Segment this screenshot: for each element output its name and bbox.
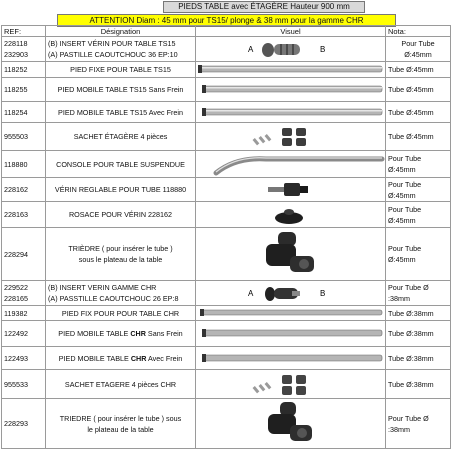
- designation-text: PIED MOBILE TABLE: [58, 353, 131, 363]
- designation-text: TRIÈDRE ( pour insérer le tube ): [68, 244, 173, 253]
- designation-text: PIED MOBILE TABLE: [58, 329, 131, 338]
- designation-cell: [46, 321, 196, 347]
- designation-cell: [46, 228, 196, 281]
- pastille-disc: [265, 287, 275, 301]
- designation-text: Avec Frein: [146, 353, 183, 363]
- nota-text: Pour Tube: [388, 179, 422, 189]
- designation-text: SACHET ÉTAGÈRE 4 pièces: [46, 123, 196, 151]
- tube-mobile-illustration: [196, 78, 386, 101]
- table-row: [2, 347, 451, 370]
- nota-text: Tube Ø:45mm: [386, 123, 451, 151]
- designation-range: CHR: [130, 329, 146, 338]
- visual-cell: [196, 202, 386, 228]
- ref-code: 228165: [4, 294, 28, 303]
- insert-pastille-illustration: [196, 37, 386, 61]
- header-nota: Nota:: [386, 26, 451, 37]
- nota-cell: [386, 202, 451, 228]
- ref-cell: [2, 281, 46, 306]
- nota-text: Tube Ø:45mm: [386, 62, 451, 78]
- table-row: [2, 321, 451, 347]
- nota-text: Tube Ø:38mm: [386, 370, 451, 399]
- visual-cell: [196, 78, 386, 102]
- header-row: [2, 26, 451, 37]
- ref-code: 229522: [4, 283, 28, 292]
- trihedron-illustration: [196, 228, 386, 280]
- nota-text: Pour Tube Ø: [388, 283, 429, 292]
- nota-text: :38mm: [388, 294, 410, 303]
- visual-label-a: A: [248, 289, 254, 298]
- nota-text: Tube Ø:38mm: [386, 321, 451, 347]
- visual-label-b: B: [320, 289, 326, 298]
- nota-text: Ø:45mm: [404, 50, 432, 59]
- nota-cell: [386, 37, 451, 62]
- attention-banner: ATTENTION Diam : 45 mm pour TS15/ plonge & 38 mm pour la gamme CHR: [57, 14, 396, 27]
- table-row: [2, 228, 451, 281]
- table-row: [2, 102, 451, 123]
- shelf-kit-illustration: [196, 123, 386, 150]
- ref-code: 122492: [2, 321, 46, 347]
- designation-cell: [46, 281, 196, 306]
- table-row: [2, 37, 451, 62]
- designation-text: PIED MOBILE TABLE TS15 Sans Frein: [46, 78, 196, 102]
- ref-code: 955503: [2, 123, 46, 151]
- nota-text: Tube Ø:38mm: [386, 347, 451, 370]
- ref-code: 228162: [2, 178, 46, 202]
- designation-text: VÉRIN REGLABLE POUR TUBE 118880: [46, 178, 196, 202]
- table-row: [2, 78, 451, 102]
- visual-cell: [196, 62, 386, 78]
- nota-text: Tube Ø:45mm: [386, 102, 451, 123]
- ref-code: 228163: [2, 202, 46, 228]
- header-designation: Désignation: [46, 26, 196, 37]
- header-ref: REF:: [2, 26, 46, 37]
- rosette-illustration: [196, 202, 386, 227]
- nota-cell: [386, 281, 451, 306]
- visual-label-b: B: [320, 45, 326, 54]
- nota-cell: [386, 178, 451, 202]
- visual-cell: [196, 178, 386, 202]
- designation-cell: [46, 37, 196, 62]
- table-row: [2, 123, 451, 151]
- table-row: [2, 62, 451, 78]
- designation-text: (A) PASSTILLE CAOUTCHOUC 26 EP:8: [48, 294, 179, 303]
- nota-text: Ø:45mm: [388, 165, 416, 174]
- designation-range: CHR: [130, 353, 147, 363]
- nota-text: Ø:45mm: [388, 255, 416, 264]
- visual-label-a: A: [248, 45, 254, 54]
- designation-text: CONSOLE POUR TABLE SUSPENDUE: [46, 151, 196, 178]
- designation-text: le plateau de la table: [87, 424, 154, 434]
- designation-text: (B) INSERT VERIN GAMME CHR: [48, 283, 157, 292]
- visual-cell: [196, 228, 386, 281]
- visual-cell: [196, 102, 386, 123]
- table-row: [2, 399, 451, 449]
- nota-cell: [386, 228, 451, 281]
- ref-code: 232903: [4, 50, 28, 59]
- console-illustration: [196, 151, 386, 177]
- insert-pastille-chr-illustration: [196, 281, 386, 305]
- designation-text: ROSACE POUR VÉRIN 228162: [46, 202, 196, 228]
- parts-table: [1, 25, 451, 449]
- visual-cell: [196, 123, 386, 151]
- ref-code: 228293: [2, 399, 46, 449]
- nota-text: :38mm: [388, 424, 410, 434]
- designation-text: SACHET ETAGERE 4 pièces CHR: [46, 370, 196, 399]
- ref-code: 119382: [2, 306, 46, 321]
- nota-text: Pour Tube: [388, 154, 422, 163]
- adjustable-foot-illustration: [196, 178, 386, 201]
- tube-fixed-chr-illustration: [196, 306, 386, 320]
- ref-code: 122493: [2, 347, 46, 370]
- nota-text: Ø:45mm: [388, 215, 416, 225]
- designation-text: TRIEDRE ( pour insérer le tube ) sous: [59, 413, 182, 423]
- ref-code: 118880: [2, 151, 46, 178]
- nota-text: Ø:45mm: [388, 190, 416, 200]
- visual-cell: [196, 347, 386, 370]
- ref-code: 955533: [2, 370, 46, 399]
- designation-cell: [46, 399, 196, 449]
- nota-cell: [386, 399, 451, 449]
- sheet-title: PIEDS TABLE avec ÉTAGÈRE Hauteur 900 mm: [163, 1, 365, 13]
- tube-mobile-brake-illustration: [196, 102, 386, 122]
- header-visuel: Visuel: [196, 26, 386, 37]
- visual-cell: [196, 321, 386, 347]
- designation-cell: [46, 347, 196, 370]
- ref-code: 228118: [4, 39, 28, 48]
- designation-text: PIED FIXE POUR TABLE TS15: [46, 62, 196, 78]
- table-row: [2, 151, 451, 178]
- pastille-disc: [262, 43, 274, 57]
- nota-cell: [386, 151, 451, 178]
- tube-mobile-brake-chr-illustration: [196, 347, 386, 369]
- nota-text: Tube Ø:38mm: [386, 306, 451, 321]
- tube-fixed-illustration: [196, 62, 386, 77]
- designation-text: (A) PASTILLE CAOUTCHOUC 36 EP:10: [48, 50, 178, 59]
- table-row: [2, 281, 451, 306]
- nota-text: Pour Tube: [388, 244, 422, 253]
- designation-text: Sans Frein: [145, 329, 183, 338]
- ref-code: 118255: [2, 78, 46, 102]
- visual-cell: [196, 281, 386, 306]
- table-row: [2, 306, 451, 321]
- table-row: [2, 178, 451, 202]
- designation-text: (B) INSERT VÉRIN POUR TABLE TS15: [48, 39, 176, 48]
- shelf-kit-chr-illustration: [196, 370, 386, 398]
- tube-mobile-chr-illustration: [196, 321, 386, 346]
- designation-text: PIED MOBILE TABLE TS15 Avec Frein: [46, 102, 196, 123]
- visual-cell: [196, 37, 386, 62]
- ref-code: 118252: [2, 62, 46, 78]
- ref-code: 228294: [2, 228, 46, 281]
- nota-text: Tube Ø:45mm: [386, 78, 451, 102]
- ref-cell: [2, 37, 46, 62]
- designation-text: sous le plateau de la table: [78, 255, 163, 264]
- nota-text: Pour Tube: [401, 39, 435, 48]
- trihedron-chr-illustration: [196, 399, 386, 448]
- table-row: [2, 202, 451, 228]
- visual-cell: [196, 151, 386, 178]
- visual-cell: [196, 306, 386, 321]
- designation-text: PIED FIX POUR POUR TABLE CHR: [46, 306, 196, 321]
- visual-cell: [196, 399, 386, 449]
- visual-cell: [196, 370, 386, 399]
- ref-code: 118254: [2, 102, 46, 123]
- nota-text: Pour Tube Ø: [388, 413, 429, 423]
- nota-text: Pour Tube: [388, 204, 422, 214]
- table-row: [2, 370, 451, 399]
